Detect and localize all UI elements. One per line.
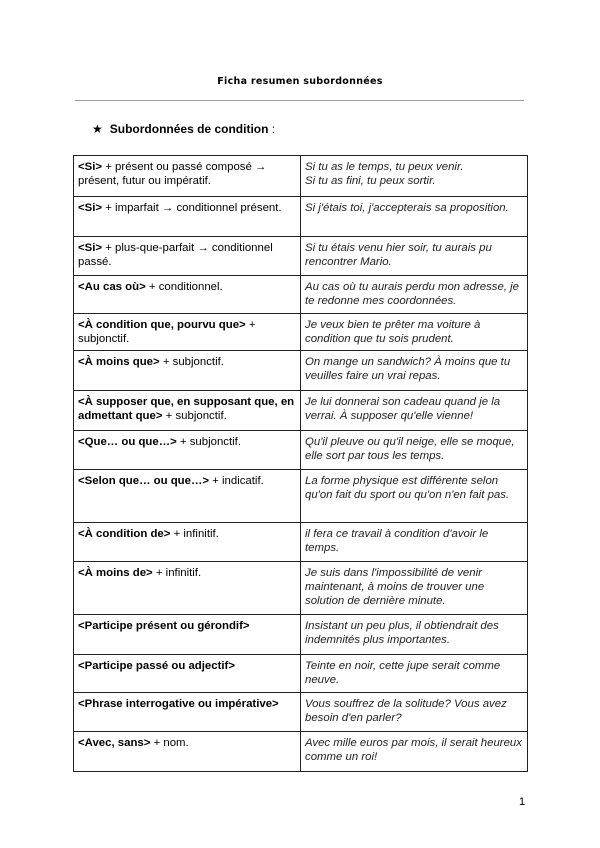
construction-rule: + subjonctif. xyxy=(78,319,256,345)
table-row xyxy=(74,693,528,732)
construction-keyword: <Phrase interrogative ou impérative> xyxy=(78,698,279,710)
example-cell xyxy=(301,276,528,314)
construction-keyword: <Participe passé ou adjectif> xyxy=(78,660,236,672)
construction-rule: + subjonctif. xyxy=(162,410,227,422)
construction-cell xyxy=(74,197,301,237)
document-title: Ficha resumen subordonnées xyxy=(217,76,383,87)
example-text: Je veux bien te prêter ma voiture à condition que tu sois prudent. xyxy=(305,319,481,345)
example-cell xyxy=(301,431,528,470)
construction-keyword: <Au cas où> xyxy=(78,281,146,293)
table-row xyxy=(74,237,528,276)
header-divider xyxy=(75,100,524,101)
table-row xyxy=(74,732,528,772)
construction-cell xyxy=(74,470,301,523)
table-row xyxy=(74,655,528,693)
table-row xyxy=(74,351,528,391)
construction-rule: + présent ou passé composé → présent, futur ou impératif. xyxy=(78,161,267,187)
table-row xyxy=(74,314,528,351)
construction-keyword: <À condition de> xyxy=(78,528,171,540)
construction-keyword: <Si> xyxy=(78,161,103,173)
example-cell xyxy=(301,237,528,276)
example-text: Si tu as le temps, tu peux venir. Si tu as fini, tu peux sortir. xyxy=(305,161,464,187)
table-row xyxy=(74,431,528,470)
construction-keyword: <Participe présent ou gérondif> xyxy=(78,620,250,632)
example-cell xyxy=(301,351,528,391)
example-cell xyxy=(301,470,528,523)
construction-cell xyxy=(74,431,301,470)
table-row xyxy=(74,156,528,197)
construction-keyword: <Avec, sans> xyxy=(78,737,151,749)
construction-rule: + indicatif. xyxy=(209,475,264,487)
table-row xyxy=(74,562,528,615)
example-cell xyxy=(301,655,528,693)
construction-cell xyxy=(74,615,301,655)
construction-rule: + subjonctif. xyxy=(159,356,224,368)
construction-keyword: <À moins de> xyxy=(78,567,153,579)
construction-keyword: <Si> xyxy=(78,242,103,254)
construction-rule: + conditionnel. xyxy=(145,281,223,293)
example-cell xyxy=(301,391,528,431)
section-heading-suffix: : xyxy=(268,122,276,136)
example-text: Qu'il pleuve ou qu'il neige, elle se moque, elle sort par tous les temps. xyxy=(305,436,515,462)
construction-cell xyxy=(74,732,301,772)
construction-rule: + plus-que-parfait → conditionnel passé. xyxy=(78,242,273,268)
example-text: On mange un sandwich? À moins que tu veuilles faire un vrai repas. xyxy=(305,356,511,382)
construction-rule: + infinitif. xyxy=(170,528,219,540)
construction-cell xyxy=(74,237,301,276)
construction-rule: + nom. xyxy=(150,737,189,749)
construction-keyword: <Si> xyxy=(78,202,103,214)
example-text: Si tu étais venu hier soir, tu aurais pu rencontrer Mario. xyxy=(305,242,492,268)
construction-rule: + imparfait → conditionnel présent. xyxy=(102,202,282,214)
example-cell xyxy=(301,314,528,351)
table-row xyxy=(74,523,528,562)
construction-keyword: <À moins que> xyxy=(78,356,160,368)
construction-keyword: <À condition que, pourvu que> xyxy=(78,319,246,331)
construction-cell xyxy=(74,156,301,197)
construction-cell xyxy=(74,351,301,391)
section-heading xyxy=(92,122,275,136)
condition-table xyxy=(73,155,528,772)
construction-cell xyxy=(74,655,301,693)
construction-keyword: <À supposer que, en supposant que, en admettant que> xyxy=(78,396,295,422)
table-row xyxy=(74,197,528,237)
table-row xyxy=(74,615,528,655)
example-text: Teinte en noir, cette jupe serait comme neuve. xyxy=(305,660,501,686)
example-cell xyxy=(301,732,528,772)
table-row xyxy=(74,276,528,314)
example-text: Je suis dans l'impossibilité de venir maintenant, à moins de trouver une solution de dernière minute. xyxy=(305,567,485,607)
example-text: Vous souffrez de la solitude? Vous avez besoin d'en parler? xyxy=(305,698,507,724)
example-text: Au cas où tu aurais perdu mon adresse, je te redonne mes coordonnées. xyxy=(305,281,520,307)
construction-cell xyxy=(74,562,301,615)
example-text: Si j'étais toi, j'accepterais sa proposition. xyxy=(305,202,509,214)
example-cell xyxy=(301,693,528,732)
example-cell xyxy=(301,156,528,197)
example-text: Avec mille euros par mois, il serait heureux comme un roi! xyxy=(305,737,522,763)
example-text: il fera ce travail à condition d'avoir le temps. xyxy=(305,528,489,554)
example-text: Insistant un peu plus, il obtiendrait des indemnités plus importantes. xyxy=(305,620,499,646)
star-icon: ★ xyxy=(92,122,103,136)
table-row xyxy=(74,470,528,523)
construction-cell xyxy=(74,391,301,431)
page-number: 1 xyxy=(519,796,526,808)
table-row xyxy=(74,391,528,431)
construction-rule: + infinitif. xyxy=(152,567,202,579)
example-text: Je lui donnerai son cadeau quand je la verrai. À supposer qu'elle vienne! xyxy=(305,396,501,422)
construction-keyword: <Selon que… ou que…> xyxy=(78,475,210,487)
example-cell xyxy=(301,615,528,655)
construction-keyword: <Que… ou que…> xyxy=(78,436,177,448)
section-heading-text: Subordonnées de condition xyxy=(109,122,269,136)
example-cell xyxy=(301,562,528,615)
construction-rule: + subjonctif. xyxy=(176,436,242,448)
construction-cell xyxy=(74,314,301,351)
construction-cell xyxy=(74,693,301,732)
example-text: La forme physique est différente selon qu'on fait du sport ou qu'on n'en fait pas. xyxy=(305,475,510,501)
construction-cell xyxy=(74,523,301,562)
example-cell xyxy=(301,523,528,562)
construction-cell xyxy=(74,276,301,314)
example-cell xyxy=(301,197,528,237)
